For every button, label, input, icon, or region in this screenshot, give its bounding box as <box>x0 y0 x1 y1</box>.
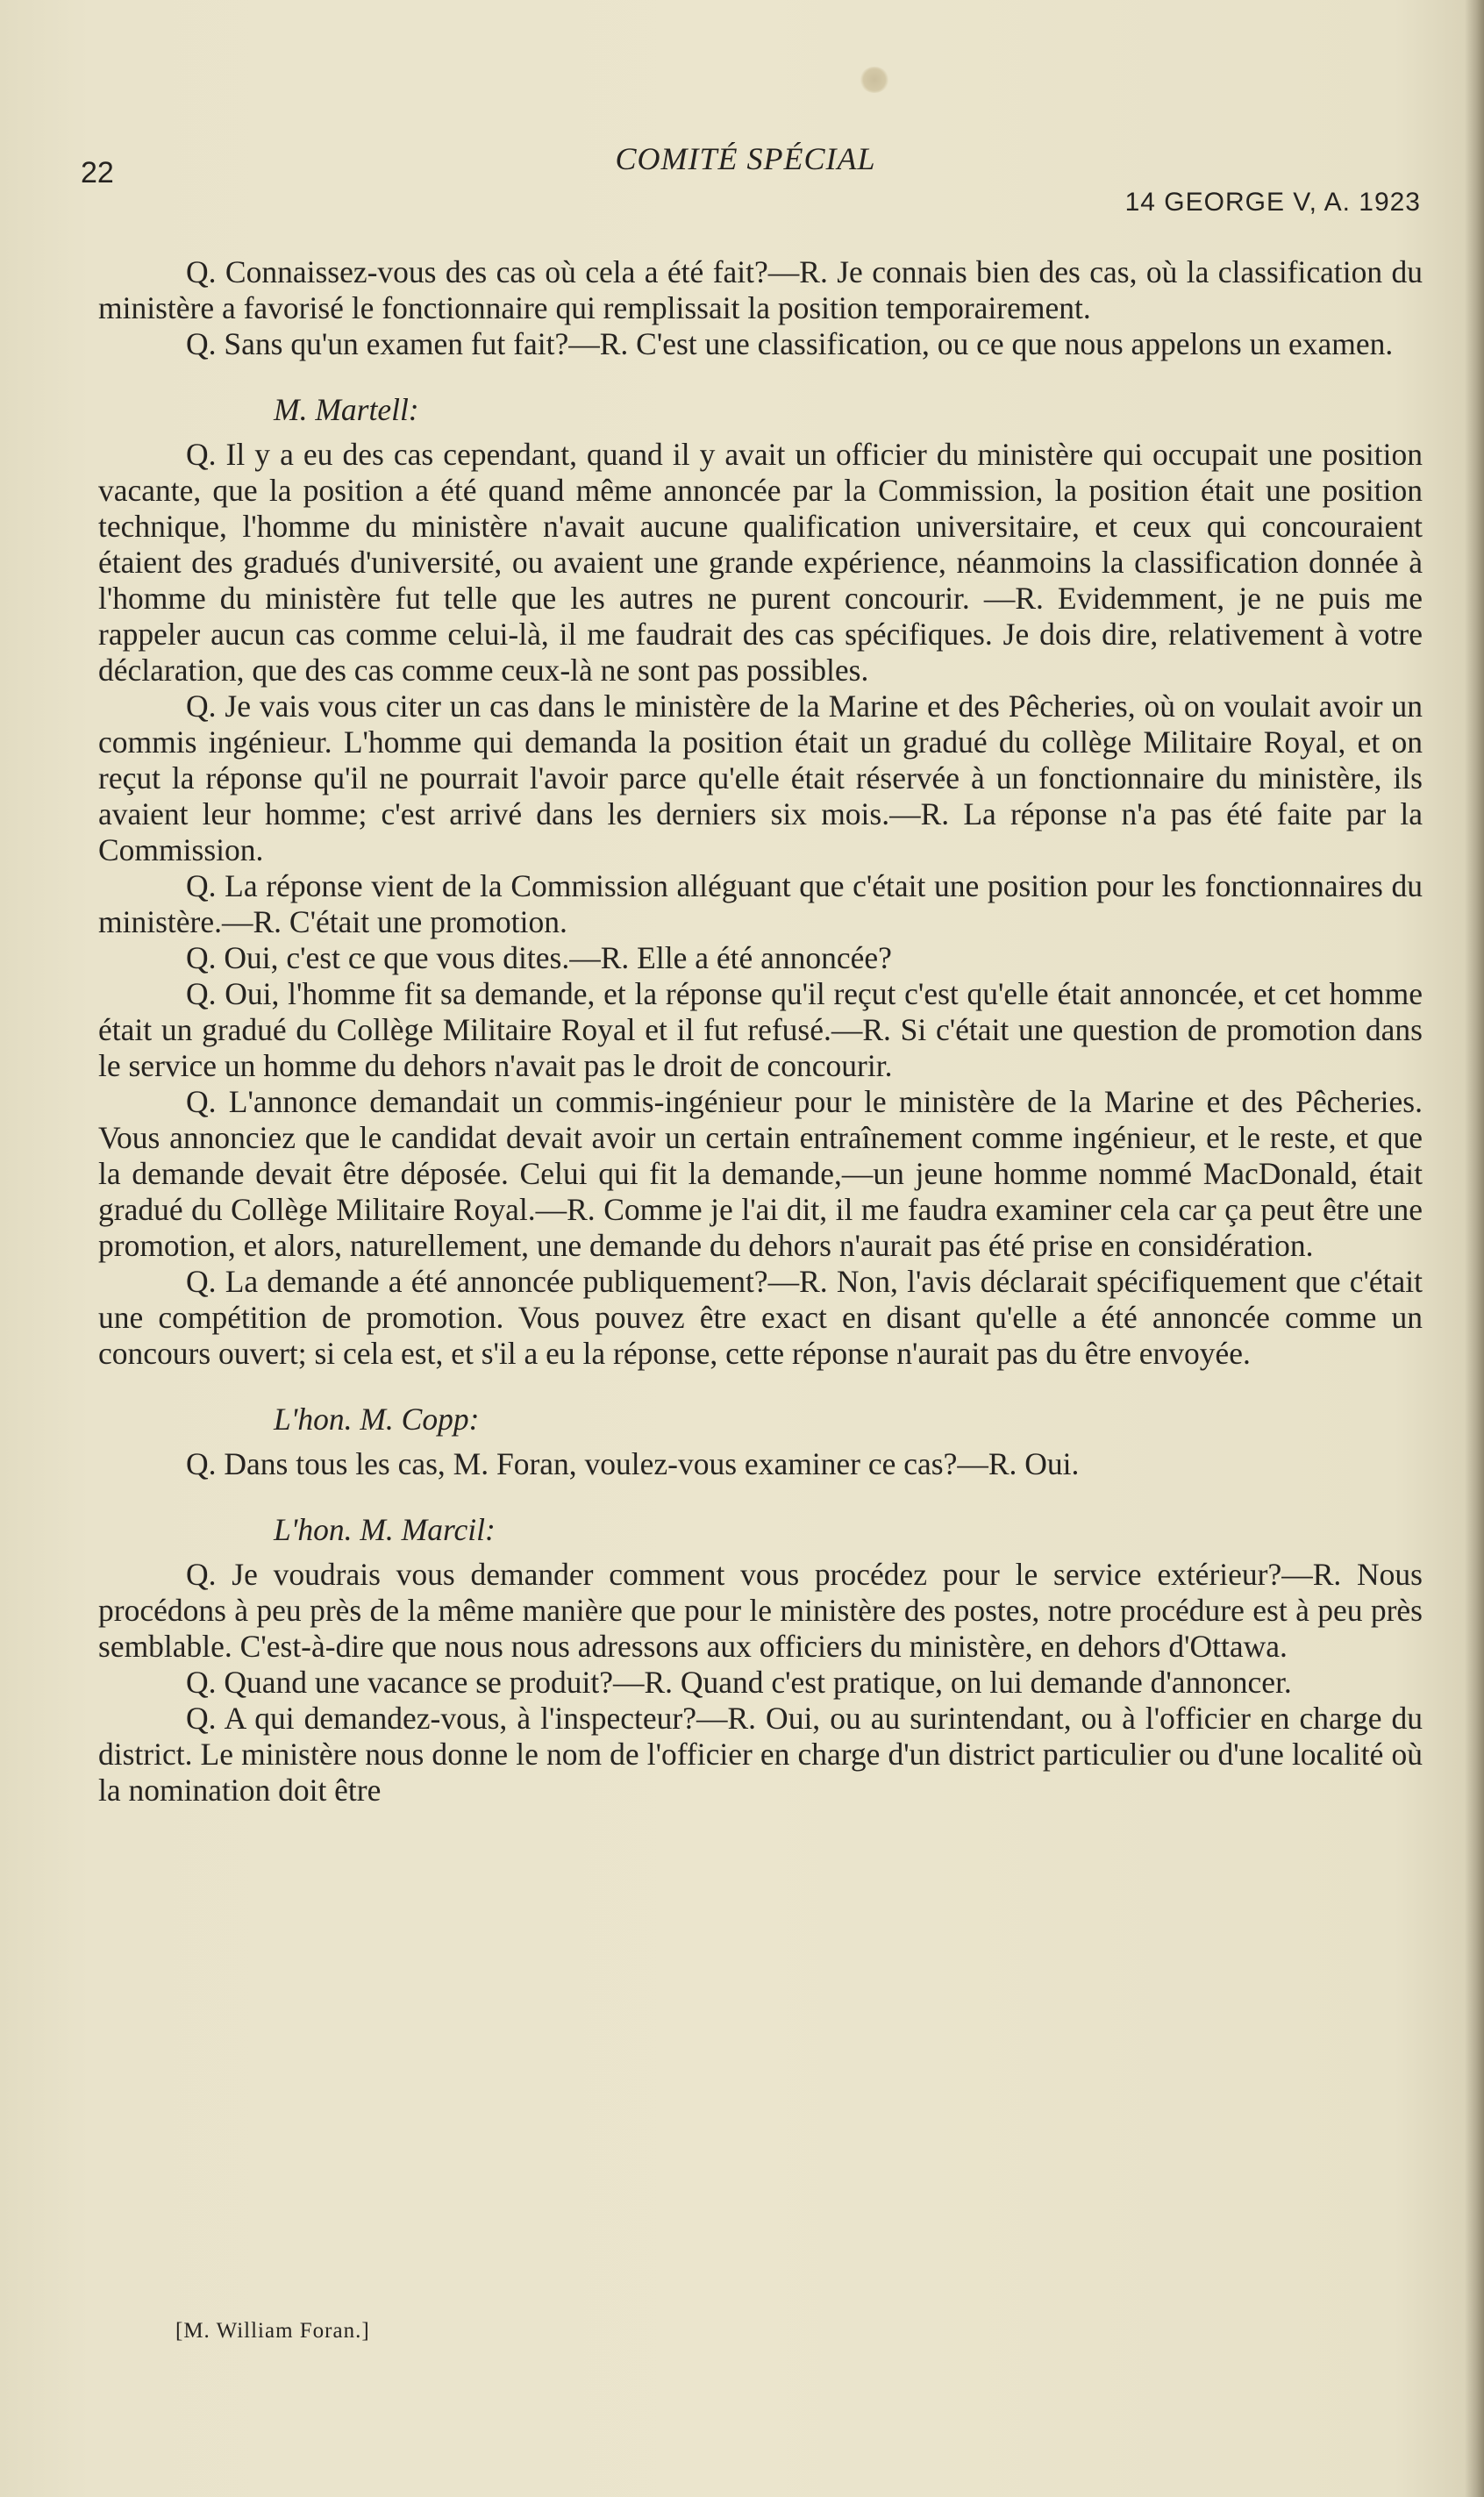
session-reference: 14 GEORGE V, A. 1923 <box>1124 188 1421 217</box>
paragraph: Q. La demande a été annoncée publiquement?—R. Non, l'avis déclarait spécifiquement que c'était une compétition de promotion. Vous pouvez être exact en disant qu'elle a été annoncée comme un concours ouvert; si cela est, et s'il a eu la réponse, cette réponse n'aurait pas du être envoyée. <box>98 1264 1423 1371</box>
binding-shadow <box>1465 0 1484 2497</box>
paragraph: Q. A qui demandez-vous, à l'inspecteur?—R. Oui, ou au surintendant, ou à l'officier en charge du district. Le ministère nous donne le nom de l'officier en charge d'un district particulier ou d'une localité où la nomination doit être <box>98 1701 1423 1808</box>
paragraph: Q. Oui, l'homme fit sa demande, et la réponse qu'il reçut c'est qu'elle était annoncée, et cet homme était un gradué du Collège Militaire Royal et il fut refusé.—R. Si c'était une question de promotion dans le service un homme du dehors n'avait pas le droit de concourir. <box>98 976 1423 1083</box>
paragraph: Q. Sans qu'un examen fut fait?—R. C'est une classification, ou ce que nous appelons un examen. <box>186 326 1394 361</box>
page-number: 22 <box>81 156 114 189</box>
paragraph: Q. Connaissez-vous des cas où cela a été fait?—R. Je connais bien des cas, où la classification du ministère a favorisé le fonctionnaire qui remplissait la position temporairement. <box>98 254 1423 325</box>
witness-footer: [M. William Foran.] <box>175 2319 370 2343</box>
body-text <box>98 254 1423 1809</box>
paragraph: Q. Je vais vous citer un cas dans le ministère de la Marine et des Pêcheries, où on voulait avoir un commis ingénieur. L'homme qui demanda la position était un gradué du collège Militaire Royal, et on reçut la réponse qu'il ne pourrait l'avoir parce qu'elle était réservée à un fonctionnaire du ministère, ils avaient leur homme; c'est arrivé dans les derniers six mois.—R. La réponse n'a pas été faite par la Commission. <box>98 688 1423 867</box>
paragraph: Q. Quand une vacance se produit?—R. Quand c'est pratique, on lui demande d'annoncer. <box>186 1665 1292 1700</box>
paragraph: Q. L'annonce demandait un commis-ingénieur pour le ministère de la Marine et des Pêcheries. Vous annonciez que le candidat devait avoir un certain entraînement comme ingénieur, et le reste, et que la demande devait être déposée. Celui qui fit la demande,—un jeune homme nommé MacDonald, était gradué du Collège Militaire Royal.—R. Comme je l'ai dit, il me faudra examiner cela car ça peut être une promotion, et alors, naturellement, une demande du dehors n'aurait pas été prise en considération. <box>98 1084 1423 1263</box>
speaker-heading: M. Martell: <box>274 392 419 427</box>
paragraph: Q. Oui, c'est ce que vous dites.—R. Elle a été annoncée? <box>186 940 892 975</box>
ink-blot <box>860 67 889 93</box>
speaker-heading: L'hon. M. Marcil: <box>274 1512 496 1547</box>
paragraph: Q. La réponse vient de la Commission alléguant que c'était une position pour les fonctionnaires du ministère.—R. C'était une promotion. <box>98 868 1423 939</box>
speaker-heading: L'hon. M. Copp: <box>274 1402 480 1437</box>
paragraph: Q. Dans tous les cas, M. Foran, voulez-vous examiner ce cas?—R. Oui. <box>186 1446 1080 1481</box>
paragraph: Q. Je voudrais vous demander comment vous procédez pour le service extérieur?—R. Nous procédons à peu près de la même manière que pour le ministère des postes, notre procédure est à peu près semblable. C'est-à-dire que nous nous adressons aux officiers du ministère, en dehors d'Ottawa. <box>98 1557 1423 1664</box>
running-title: COMITÉ SPÉCIAL <box>615 141 876 176</box>
paragraph: Q. Il y a eu des cas cependant, quand il y avait un officier du ministère qui occupait une position vacante, que la position a été quand même annoncée par la Commission, la position était une position technique, l'homme du ministère n'avait aucune qualification universitaire, et ceux qui concouraient étaient des gradués d'université, ou avaient une grande expérience, néanmoins la classification donnée à l'homme du ministère fut telle que les autres ne purent concourir. —R. Evidemment, je ne puis me rappeler aucun cas comme celui-là, il me faudrait des cas spécifiques. Je dois dire, relativement à votre déclaration, que des cas comme ceux-là ne sont pas possibles. <box>98 437 1423 688</box>
